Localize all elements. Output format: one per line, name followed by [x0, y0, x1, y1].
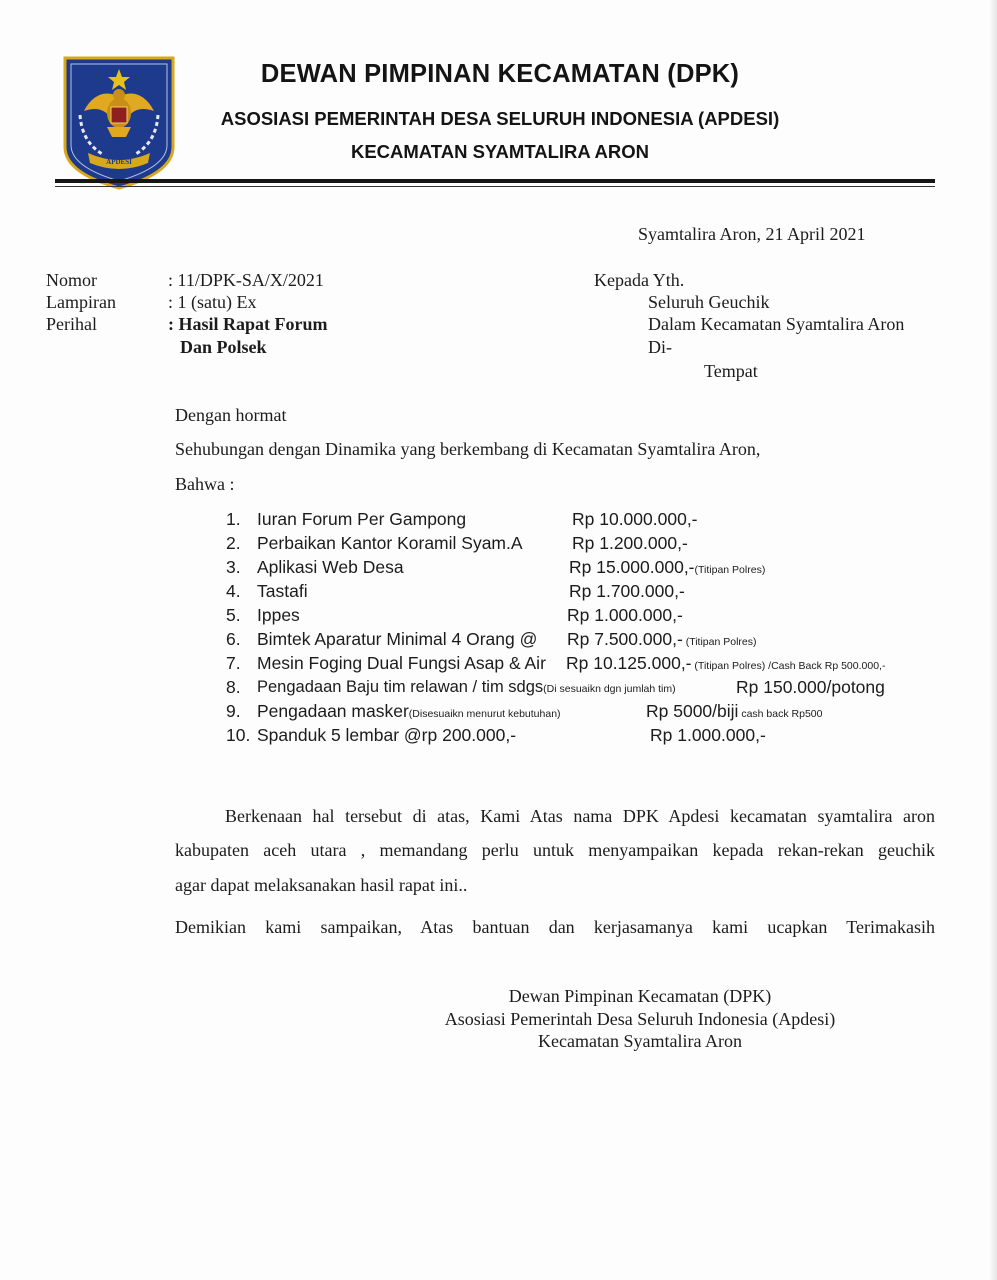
apdesi-logo-icon	[62, 55, 176, 190]
item-price: Rp 10.000.000,-	[572, 509, 698, 529]
item-number: 6.	[226, 629, 241, 649]
list-item	[226, 531, 926, 555]
nomor-label: Nomor	[46, 270, 97, 290]
item-text: Spanduk 5 lembar @rp 200.000,-	[257, 725, 517, 745]
signature-line-2: Asosiasi Pemerintah Desa Seluruh Indonesia (Apdesi)	[444, 1009, 836, 1029]
item-text: Perbaikan Kantor Koramil Syam.A	[257, 533, 523, 553]
closing-paragraph-line-2: kabupaten aceh utara , memandang perlu untuk menyampaikan kepada rekan-rekan geuchik	[175, 840, 935, 860]
item-price: Rp 10.125.000,- (Titipan Polres) /Cash Back Rp 500.000,-	[566, 653, 886, 673]
closing-paragraph-line-3: agar dapat melaksanakan hasil rapat ini..	[175, 875, 468, 895]
list-item	[226, 627, 926, 651]
page-edge-shadow	[989, 0, 997, 1280]
item-price: Rp 150.000/potong	[736, 677, 885, 697]
recipient-salutation: Kepada Yth.	[594, 270, 685, 290]
item-price: Rp 7.500.000,- (Titipan Polres)	[567, 629, 757, 649]
item-price: Rp 1.200.000,-	[572, 533, 688, 553]
list-item	[226, 723, 926, 747]
item-number: 5.	[226, 605, 241, 625]
list-item	[226, 603, 926, 627]
list-item	[226, 699, 926, 723]
item-price: Rp 1.700.000,-	[569, 581, 685, 601]
recipient-name: Seluruh Geuchik	[648, 292, 770, 312]
closing-paragraph-line-1: Berkenaan hal tersebut di atas, Kami Atas nama DPK Apdesi kecamatan syamtalira aron	[225, 806, 935, 826]
item-number: 7.	[226, 653, 241, 673]
perihal-label: Perihal	[46, 314, 97, 334]
closing-thanks: Demikian kami sampaikan, Atas bantuan dan kerjasamanya kami ucapkan Terimakasih	[175, 917, 935, 937]
item-number: 8.	[226, 677, 241, 697]
lampiran-value: : 1 (satu) Ex	[168, 292, 257, 312]
list-item	[226, 651, 926, 675]
item-number: 1.	[226, 509, 241, 529]
svg-text:APDESI: APDESI	[106, 158, 132, 166]
item-text: Tastafi	[257, 581, 308, 601]
item-text: Bimtek Aparatur Minimal 4 Orang @	[257, 629, 538, 649]
item-number: 10.	[226, 725, 251, 745]
greeting: Dengan hormat	[175, 405, 287, 425]
lampiran-label: Lampiran	[46, 292, 116, 312]
recipient-di: Di-	[648, 337, 672, 357]
recipient-place: Tempat	[704, 361, 758, 381]
item-text: Iuran Forum Per Gampong	[257, 509, 467, 529]
org-subtitle: ASOSIASI PEMERINTAH DESA SELURUH INDONESIA (APDESI)	[220, 108, 780, 129]
item-price: Rp 1.000.000,-	[650, 725, 766, 745]
recipient-area: Dalam Kecamatan Syamtalira Aron	[648, 314, 905, 334]
cost-list	[226, 507, 926, 747]
org-title: DEWAN PIMPINAN KECAMATAN (DPK)	[260, 60, 740, 88]
org-district: KECAMATAN SYAMTALIRA ARON	[350, 141, 650, 162]
signature-line-1: Dewan Pimpinan Kecamatan (DPK)	[508, 986, 772, 1006]
item-number: 3.	[226, 557, 241, 577]
list-item	[226, 555, 926, 579]
item-price: Rp 1.000.000,-	[567, 605, 683, 625]
intro-line: Sehubungan dengan Dinamika yang berkembang di Kecamatan Syamtalira Aron,	[175, 439, 761, 459]
nomor-value: : 11/DPK-SA/X/2021	[168, 270, 324, 290]
item-text: Pengadaan masker(Disesuaikn menurut kebutuhan)	[257, 701, 561, 721]
perihal-value: : Hasil Rapat Forum	[168, 314, 328, 334]
item-number: 9.	[226, 701, 241, 721]
letter-date: Syamtalira Aron, 21 April 2021	[638, 224, 866, 244]
list-item	[226, 675, 926, 699]
item-price: Rp 5000/biji cash back Rp500	[646, 701, 823, 721]
item-price: Rp 15.000.000,-(Titipan Polres)	[569, 557, 766, 577]
list-item	[226, 507, 926, 531]
item-text: Ippes	[257, 605, 300, 625]
bahwa-label: Bahwa :	[175, 474, 235, 494]
item-number: 2.	[226, 533, 241, 553]
item-text: Mesin Foging Dual Fungsi Asap & Air	[257, 653, 546, 673]
item-text: Aplikasi Web Desa	[257, 557, 404, 577]
item-text: Pengadaan Baju tim relawan / tim sdgs(Di sesuaikn dgn jumlah tim)	[257, 678, 676, 696]
header-rule-thin	[55, 186, 935, 187]
perihal-value-cont: Dan Polsek	[180, 337, 267, 357]
item-number: 4.	[226, 581, 241, 601]
header-rule-thick	[55, 179, 935, 183]
signature-line-3: Kecamatan Syamtalira Aron	[538, 1031, 742, 1051]
list-item	[226, 579, 926, 603]
